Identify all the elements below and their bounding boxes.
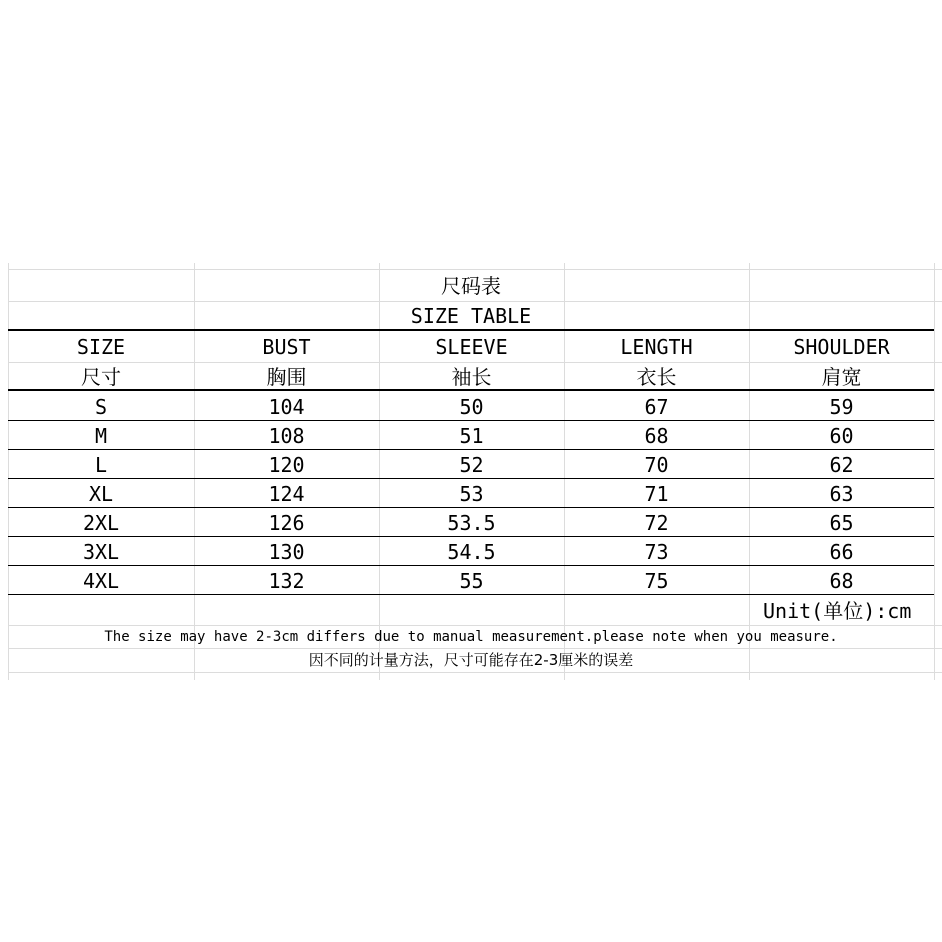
cell-shoulder: 63 [829, 482, 854, 506]
note-chinese: 因不同的计量方法，尺寸可能存在2-3厘米的误差 [308, 651, 634, 669]
header-size: SIZE [76, 335, 126, 359]
row-rule [8, 449, 934, 450]
cell-length: 67 [644, 395, 669, 419]
unit-label: Unit(单位):cm [763, 599, 912, 623]
title-rule [8, 329, 934, 331]
cell-shoulder: 66 [829, 540, 854, 564]
cell-bust: 126 [268, 511, 305, 535]
title-chinese: 尺码表 [441, 274, 501, 298]
cell-size: M [94, 424, 108, 448]
cell-shoulder: 59 [829, 395, 854, 419]
header-shoulder-cn: 肩宽 [821, 365, 862, 389]
gridline [8, 362, 942, 363]
cell-size: 2XL [82, 511, 120, 535]
row-rule [8, 565, 934, 566]
title-english: SIZE TABLE [410, 304, 532, 328]
header-bust-cn: 胸围 [266, 365, 307, 389]
gridline [934, 263, 935, 680]
gridline [8, 648, 942, 649]
row-rule [8, 594, 934, 595]
cell-sleeve: 50 [459, 395, 484, 419]
note-english: The size may have 2-3cm differs due to manual measurement.please note when you measure. [104, 629, 838, 645]
cell-length: 70 [644, 453, 669, 477]
cell-bust: 108 [268, 424, 305, 448]
cell-size: L [94, 453, 108, 477]
cell-length: 68 [644, 424, 669, 448]
row-rule [8, 536, 934, 537]
gridline [8, 625, 942, 626]
cell-size: S [94, 395, 108, 419]
cell-bust: 132 [268, 569, 305, 593]
cell-shoulder: 62 [829, 453, 854, 477]
gridline [8, 301, 942, 302]
header-bust: BUST [262, 335, 311, 359]
gridline [8, 672, 942, 673]
header-length: LENGTH [620, 335, 693, 359]
cell-length: 71 [644, 482, 669, 506]
cell-size: XL [88, 482, 114, 506]
row-rule [8, 507, 934, 508]
header-sleeve: SLEEVE [435, 335, 508, 359]
header-rule [8, 389, 934, 391]
cell-size: 4XL [82, 569, 120, 593]
cell-sleeve: 53 [459, 482, 484, 506]
row-rule [8, 478, 934, 479]
cell-sleeve: 54.5 [447, 540, 496, 564]
row-rule [8, 420, 934, 421]
cell-size: 3XL [82, 540, 120, 564]
cell-sleeve: 55 [459, 569, 484, 593]
cell-bust: 104 [268, 395, 305, 419]
cell-length: 72 [644, 511, 669, 535]
cell-shoulder: 68 [829, 569, 854, 593]
cell-shoulder: 60 [829, 424, 854, 448]
header-shoulder: SHOULDER [793, 335, 890, 359]
header-length-cn: 衣长 [636, 365, 677, 389]
gridline [8, 269, 942, 270]
cell-shoulder: 65 [829, 511, 854, 535]
header-size-cn: 尺寸 [81, 365, 121, 389]
cell-length: 75 [644, 569, 669, 593]
header-sleeve-cn: 袖长 [451, 365, 492, 389]
cell-sleeve: 51 [459, 424, 484, 448]
cell-length: 73 [644, 540, 669, 564]
cell-sleeve: 52 [459, 453, 484, 477]
cell-bust: 124 [268, 482, 305, 506]
cell-bust: 130 [268, 540, 305, 564]
cell-sleeve: 53.5 [447, 511, 496, 535]
cell-bust: 120 [268, 453, 305, 477]
